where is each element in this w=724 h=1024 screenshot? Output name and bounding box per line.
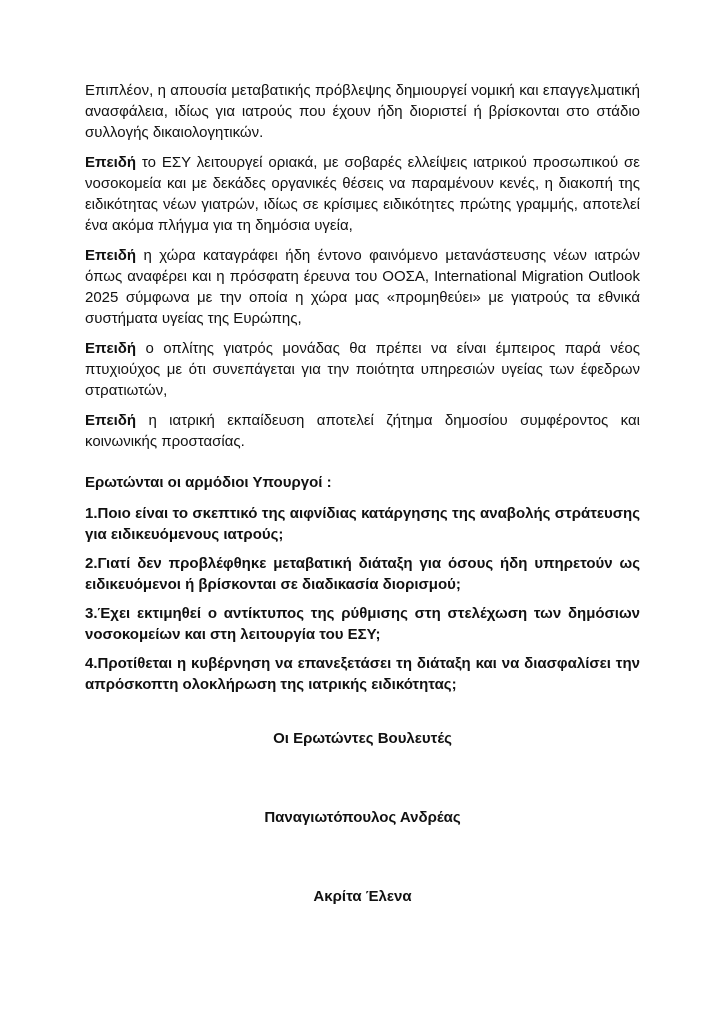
paragraph-premise-conscript — [85, 338, 640, 401]
signature-title: Οι Ερωτώντες Βουλευτές — [273, 730, 452, 747]
paragraph-lead: Επειδή — [85, 154, 137, 171]
signatory-name-1: Παναγιωτόπουλος Ανδρέας — [264, 809, 461, 826]
paragraph-text: ο οπλίτης γιατρός μονάδας θα πρέπει να είναι έμπειρος παρά νέος πτυχιούχος με ότι συνεπάγεται για την ποιότητα υπηρεσιών υγείας των έφεδρων στρατιωτών, — [85, 340, 640, 399]
paragraph-transitional-provision — [85, 80, 640, 143]
paragraph-text: το ΕΣΥ λειτουργεί οριακά, με σοβαρές ελλείψεις ιατρικού προσωπικού σε νοσοκομεία και με δεκάδες οργανικές θέσεις να παραμένουν κενές, η διακοπή της ειδικότητας νέων γιατρών, ιδίως σε κρίσιμες ειδικότητες πρώτης γραμμής, αποτελεί ένα ακόμα πλήγμα για τη δημόσια υγεία, — [85, 154, 640, 234]
paragraph-text: Επιπλέον, η απουσία μεταβατικής πρόβλεψης δημιουργεί νομική και επαγγελματική ανασφάλεια, ιδίως για ιατρούς που έχουν ήδη διοριστεί ή βρίσκονται στο στάδιο συλλογής δικαιολογητικών. — [85, 82, 640, 141]
question-item-3: 3.Έχει εκτιμηθεί ο αντίκτυπος της ρύθμισης στη στελέχωση των δημόσιων νοσοκομείων και στη λειτουργία του ΕΣΥ; — [85, 605, 640, 643]
paragraph-lead: Επειδή — [85, 412, 137, 429]
paragraph-text: η χώρα καταγράφει ήδη έντονο φαινόμενο μετανάστευσης νέων ιατρών όπως αναφέρει και η πρόσφατη έρευνα του ΟΟΣΑ, International Migration Outlook 2025 σύμφωνα με την οποία η χώρα μας «προμηθεύει» με γιατρούς τα εθνικά συστήματα υγείας της Ευρώπης, — [85, 247, 640, 327]
signatory-name-2: Ακρίτα Έλενα — [313, 888, 412, 905]
question-item-4: 4.Προτίθεται η κυβέρνηση να επανεξετάσει τη διάταξη και να διασφαλίσει την απρόσκοπτη ολοκλήρωση της ιατρικής ειδικότητας; — [85, 655, 640, 693]
question-heading: Ερωτώνται οι αρμόδιοι Υπουργοί : — [85, 474, 332, 491]
paragraph-text: η ιατρική εκπαίδευση αποτελεί ζήτημα δημοσίου συμφέροντος και κοινωνικής προστασίας. — [85, 412, 640, 450]
paragraph-lead: Επειδή — [85, 247, 137, 264]
paragraph-premise-education — [85, 410, 640, 452]
paragraph-lead: Επειδή — [85, 340, 137, 357]
question-item-1: 1.Ποιο είναι το σκεπτικό της αιφνίδιας κατάργησης της αναβολής στράτευσης για ειδικευόμενους ιατρούς; — [85, 505, 640, 543]
question-item-2: 2.Γιατί δεν προβλέφθηκε μεταβατική διάταξη για όσους ήδη υπηρετούν ως ειδικευόμενοι ή βρίσκονται σε διαδικασία διορισμού; — [85, 555, 640, 593]
paragraph-premise-esy — [85, 152, 640, 236]
paragraph-premise-migration — [85, 245, 640, 329]
